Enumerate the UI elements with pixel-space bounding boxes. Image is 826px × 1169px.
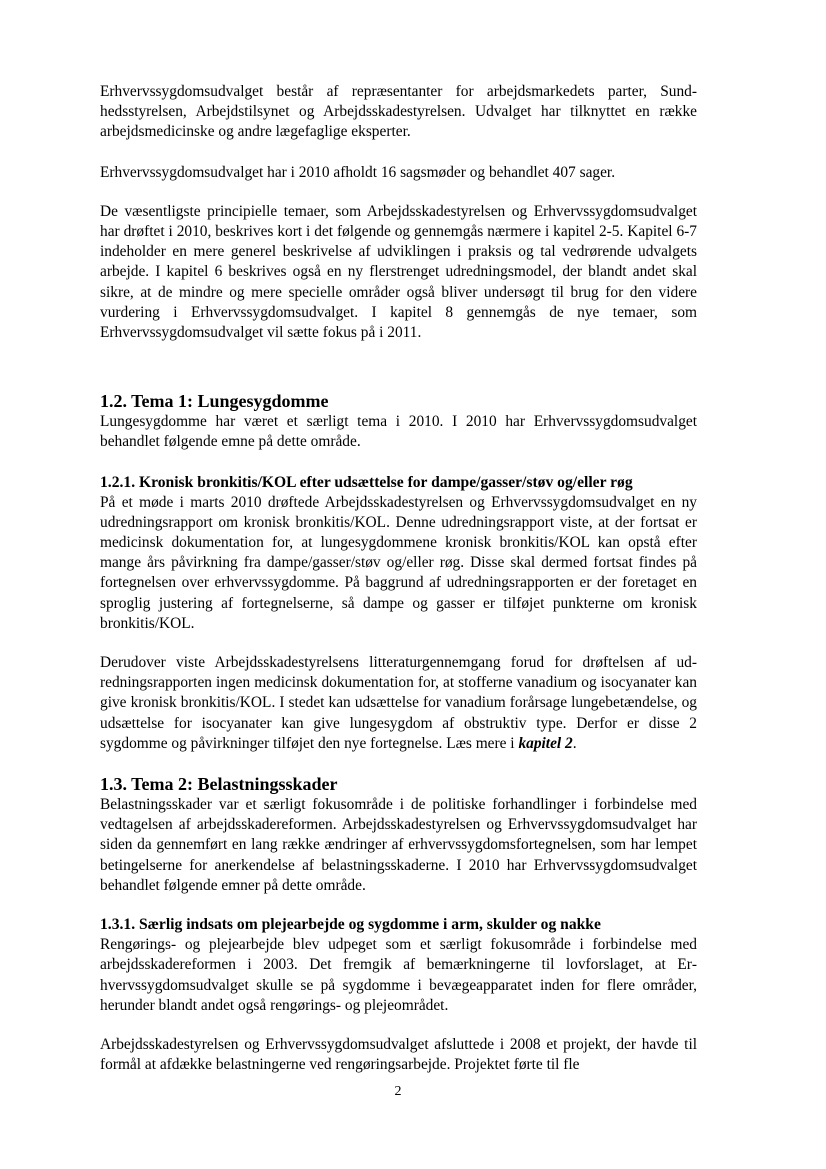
paragraph-udredningsrapport: På et møde i marts 2010 drøftede Arbejdsskadestyrelsen og Erhvervssygdomsudvalget en ny udredningsrapport om kronisk bronkitis/KOL. Denne udredningsrapport viste, at der fortsat er medicinsk dokumentation for, at lungesygdommene kronisk bronkitis/KOL kan opstå efter mange års påvirkning fra dampe/gasser/støv og/eller røg. Disse skal dermed fortsat findes på fortegnelsen over erhvervssygdomme. På baggrund af udredningsrapporten er der foretaget en sproglig justering af fortegnelserne, så dampe og gasser er tilføjet punkterne om kronisk bronkitis/KOL.: [100, 493, 697, 632]
document-body: [100, 82, 697, 1075]
intro-paragraph-committee: Erhvervssygdomsudvalget består af repræsentanter for arbejdsmarkedets parter, Sundhedsstyrelsen, Arbejdstilsynet og Arbejdsskadestyrelsen. Udvalget har tilknyttet en række arbejdsmedicinske og andre lægefaglige eksperter.: [100, 83, 697, 141]
paragraph-projekt-2008: Arbejdsskadestyrelsen og Erhvervssygdomsudvalget afsluttede i 2008 et projekt, der havde til formål at afdække belastningerne ved rengøringsarbejde. Projektet førte til fle: [100, 1035, 697, 1074]
chapter-reference-kapitel-2: kapitel 2: [518, 734, 573, 752]
section-intro-belastningsskader: Belastningsskader var et særligt fokusområde i de politiske forhandlinger i forbindelse med vedtagelsen af arbejdsskadereformen. Arbejdsskadestyrelsen og Erhvervssygdomsudvalget har siden da gennemført en lang række ændringer af erhvervssygdomsfortegnelsen, som har lempet betingelserne for anerkendelse af belastningsskaderne. I 2010 har Erhvervssygdomsudvalget behandlet følgende emner på dette område.: [100, 796, 697, 894]
intro-paragraph-meetings: Erhvervssygdomsudvalget har i 2010 afholdt 16 sagsmøder og behandlet 407 sager.: [100, 163, 616, 181]
page-number: 2: [394, 1084, 402, 1099]
paragraph-litteraturgennemgang: [100, 653, 697, 754]
paragraph-litteraturgennemgang-text: Derudover viste Arbejdsskadestyrelsens litteraturgennemgang forud for drøftelsen af udredningsrapporten ingen medicinsk dokumentation for, at stofferne vanadium og isocyanater kan give kronisk bronkitis/KOL. I stedet kan udsættelse for vanadium forårsage lungebetændelse, og udsættelse for isocyanater kan give lungesygdom af obstruktiv type. Derfor er disse 2 sygdomme og påvirkninger tilføjet den nye fortegnelse. Læs mere i: [100, 654, 697, 752]
intro-paragraph-themes: De væsentligste principielle temaer, som Arbejdsskadestyrelsen og Erhvervssygdomsudvalget har drøftet i 2010, beskrives kort i det følgende og gennemgås nærmere i kapitel 2-5. Kapitel 6-7 indeholder en mere generel beskrivelse af udviklingen i praksis og tal vedrørende udvalgets arbejde. I kapitel 6 beskrives også en ny flerstrenget udredningsmodel, der blandt andet skal sikre, at de mindre og mere specielle områder også bliver undersøgt til brug for den videre vurdering i Erhvervssygdomsudvalget. I kapitel 8 gennemgås de nye temaer, som Erhvervssygdomsudvalget vil sætte fokus på i 2011.: [100, 202, 697, 342]
section-heading-belastningsskader: 1.3. Tema 2: Belastningsskader: [100, 774, 338, 795]
paragraph-rengoering-plejearbejde: Rengørings- og plejearbejde blev udpeget som et særligt fokusområde i forbindelse med arbejdsskadereformen i 2003. Det fremgik af bemærkningerne til lovforslaget, at Erhvervssygdomsudvalget skulle se på sygdomme i bevægeapparatet inden for flere områder, herunder blandt andet også rengørings- og plejeområdet.: [100, 936, 697, 1014]
paragraph-end-period: .: [572, 734, 577, 752]
section-intro-lungesygdomme: Lungesygdomme har været et særligt tema i 2010. I 2010 har Erhvervssygdomsudvalget behandlet følgende emne på dette område.: [100, 413, 697, 451]
section-heading-lungesygdomme: 1.2. Tema 1: Lungesygdomme: [100, 391, 329, 412]
subsection-heading-plejearbejde: 1.3.1. Særlig indsats om plejearbejde og sygdomme i arm, skulder og nakke: [100, 916, 601, 934]
subsection-heading-kronisk-bronkitis: 1.2.1. Kronisk bronkitis/KOL efter udsættelse for dampe/gasser/støv og/eller røg: [100, 473, 633, 491]
